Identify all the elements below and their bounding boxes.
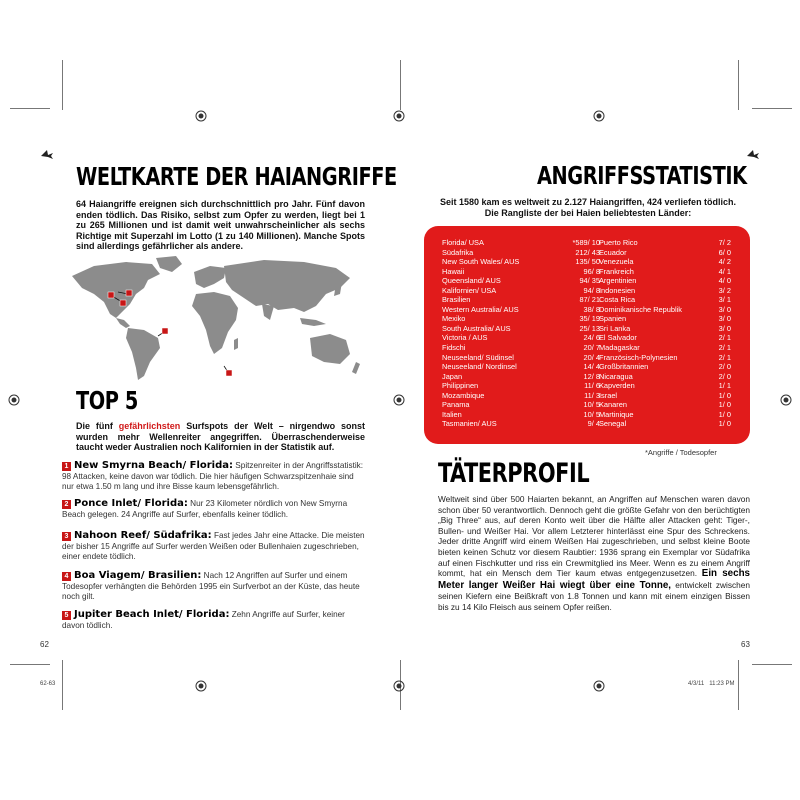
stats-column-right [599,238,731,429]
stats-value: 10/ 5 [583,409,600,419]
stats-value: 2/ 1 [718,343,731,353]
table-row [442,267,600,277]
registration-mark-icon [195,680,207,692]
stats-country: Sri Lanka [599,323,631,333]
stats-country: Italien [442,409,462,419]
table-row [599,257,731,267]
stats-value: 4/ 1 [718,266,731,276]
stats-country: Mozambique [442,390,485,400]
stats-value: 14/ 4 [583,362,600,372]
table-row [599,295,731,305]
stats-country: Argentinien [599,276,637,286]
list-item [62,610,365,631]
stats-country: Französisch-Polynesien [599,352,678,362]
stats-value: 11/ 6 [584,381,600,391]
taeter-text-part: entwickelt zwischen seinen Kiefern eine Beißkraft von 1.8 Tonnen und kann mit einem einzigen Bissen bis zu 14 Kilo Fleisch aus seinem Opfer reißen. [438,579,750,612]
table-row [599,267,731,277]
stats-value: 38/ 8 [583,304,600,314]
registration-mark-icon [393,110,405,122]
table-row [599,343,731,353]
taeter-text [438,494,750,613]
crop-mark [738,60,739,110]
table-row [442,362,600,372]
list-item [62,499,365,520]
table-row [442,333,600,343]
registration-mark-icon [780,394,792,406]
stats-country: Fidschi [442,343,466,353]
crop-mark [738,660,739,710]
stats-country: Costa Rica [599,295,636,305]
stats-country: Spanien [599,314,627,324]
stats-country: El Salvador [599,333,637,343]
list-item [62,461,365,493]
table-row [599,276,731,286]
stats-country: Neuseeland/ Nordinsel [442,362,517,372]
stats-country: New South Wales/ AUS [442,257,520,267]
table-row [599,333,731,343]
table-row [442,353,600,363]
stats-country: Kalifornien/ USA [442,285,497,295]
page-number: 62 [40,640,49,649]
table-row [442,276,600,286]
crop-mark [62,60,63,110]
stats-country: Western Australia/ AUS [442,304,519,314]
stats-value: 94/ 35 [579,276,600,286]
table-row [442,400,600,410]
stats-value: 25/ 13 [579,323,600,333]
table-row [442,305,600,315]
stats-value: 87/ 21 [579,295,600,305]
table-row [599,238,731,248]
crop-mark [752,108,792,109]
spot-text: Fast jedes Jahr eine Attacke. Die meisten der bisher 15 Angriffe auf Surfer werden Weißen oder Bullenhaien zugeschrieben, einer endete tödlich. [62,531,365,562]
stats-country: Großbritannien [599,362,649,372]
stats-country: Queensland/ AUS [442,276,501,286]
spot-text: Spitzenreiter in der Angriffsstatistik: 98 Attacken, keine davon war tödlich. Die hier häufigen Schwarzspitzenhaie sind nur etwa 1.50 m lang und ihre Bisse kaum lebensgefährlich. [62,461,364,492]
registration-mark-icon [593,110,605,122]
stats-value: 212/ 43 [575,247,600,257]
stats-country: Mexiko [442,314,466,324]
stats-value: 7/ 2 [718,238,731,247]
spot-number: 1 [62,462,71,471]
stats-value: 2/ 0 [718,362,731,372]
stats-country: Tasmanien/ AUS [442,419,497,429]
table-row [599,381,731,391]
stats-country: Südafrika [442,247,474,257]
stats-country: Venezuela [599,257,634,267]
stats-value: 10/ 5 [583,400,600,410]
stats-value: 20/ 4 [583,352,600,362]
world-map [64,254,364,384]
table-row [599,248,731,258]
spot-text: Nach 12 Angriffen auf Surfer und einem Todesopfer verhängten die Behörden 1995 ein Surfverbot an der Küste, das heute noch gilt. [62,571,360,602]
top5-intro-text: Die fünf [76,421,119,431]
stats-country: Panama [442,400,470,410]
stats-value: 2/ 0 [718,371,731,381]
crop-mark [10,664,50,665]
stats-value: 20/ 7 [583,343,600,353]
stats-value: 3/ 2 [718,285,731,295]
left-page-title: WELTKARTE DER HAIANGRIFFE [76,162,397,191]
spot-location: Boa Viagem/ Brasilien: [74,570,202,581]
table-row [442,248,600,258]
stats-value: 4/ 0 [718,276,731,286]
stats-country: Senegal [599,419,627,429]
table-row [442,419,600,429]
stats-country: Nicaragua [599,371,633,381]
stats-value: 35/ 19 [579,314,600,324]
spot-text: Zehn Angriffe auf Surfer, keiner davon tödlich. [62,610,345,630]
table-row [442,238,600,248]
stats-value: 2/ 1 [718,333,731,343]
stats-country: Japan [442,371,463,381]
spot-location: Jupiter Beach Inlet/ Florida: [74,609,230,620]
page-number: 63 [741,640,750,649]
stats-value: 1/ 0 [718,409,731,419]
crop-mark [62,660,63,710]
table-row [599,362,731,372]
top5-intro [76,421,365,453]
stats-value: 3/ 0 [718,323,731,333]
table-row [442,372,600,382]
table-row [599,286,731,296]
stats-country: Dominikanische Republik [599,304,682,314]
print-slug-date: 4/3/11 11:23 PM [688,681,735,687]
stats-value: 3/ 0 [718,304,731,314]
stats-country: Madagaskar [599,343,640,353]
spot-number: 3 [62,532,71,541]
right-page-title: ANGRIFFSSTATISTIK [537,161,747,190]
stats-country: South Australia/ AUS [442,323,511,333]
table-row [599,419,731,429]
left-page-intro: 64 Haiangriffe ereignen sich durchschnittlich pro Jahr. Fünf davon enden tödlich. Das Risiko, selbst zum Opfer zu werden, liegt bei 1 zu 265 Millionen und ist damit weit unwahrscheinlicher als sechs Richtige mit Superzahl im Lotto (1 zu 140 Millionen). Manche Spots sind allerdings gefährlicher als andere. [76,199,365,252]
stats-country: Martinique [599,409,634,419]
registration-mark-icon [195,110,207,122]
top5-title: TOP 5 [76,386,138,415]
table-row [599,400,731,410]
stats-value: 24/ 6 [583,333,600,343]
stats-country: Frankreich [599,266,634,276]
crop-mark [10,108,50,109]
crop-mark [752,664,792,665]
taeter-text-bold: Ein sechs Meter langer Weißer Hai wiegt über eine Tonne, [438,568,750,591]
stats-value: 3/ 1 [718,295,731,305]
stats-country: Israel [599,390,618,400]
list-item [62,531,365,563]
table-row [599,324,731,334]
table-row [442,324,600,334]
table-row [599,391,731,401]
stats-value: 9/ 4 [587,419,600,429]
table-row [442,343,600,353]
stats-value: 1/ 0 [718,419,731,429]
table-row [442,295,600,305]
stats-country: Neuseeland/ Südinsel [442,352,514,362]
table-row [599,305,731,315]
stats-value: 1/ 0 [718,400,731,410]
spot-number: 2 [62,500,71,509]
stats-value: 1/ 0 [718,390,731,400]
spot-text: Nur 23 Kilometer nördlich von New Smyrna Beach gelegen. 24 Angriffe auf Surfer, ebenfalls keiner tödlich. [62,499,348,519]
table-row [442,381,600,391]
registration-mark-icon [8,394,20,406]
table-row [599,353,731,363]
stats-country: Kanaren [599,400,627,410]
spot-location: New Smyrna Beach/ Florida: [74,460,234,471]
table-row [599,410,731,420]
stats-value: 6/ 0 [718,247,731,257]
table-row [442,391,600,401]
right-page-intro: Seit 1580 kam es weltweit zu 2.127 Haiangriffen, 424 verliefen tödlich. Die Rangliste der bei Haien beliebtesten Länder: [439,197,737,218]
stats-value: 96/ 8 [583,266,600,276]
table-row [599,314,731,324]
stats-value: 135/ 50 [575,257,600,267]
stats-caption: *Angriffe / Todesopfer [645,448,717,457]
taeter-title: TÄTERPROFIL [438,458,590,489]
stats-value: 2/ 1 [718,352,731,362]
table-row [442,314,600,324]
stats-value: 4/ 2 [718,257,731,267]
stats-country: Florida/ USA [442,238,484,247]
stats-table [424,226,750,444]
stats-country: Philippinen [442,381,479,391]
stats-country: Hawaii [442,266,465,276]
registration-mark-icon [393,680,405,692]
stats-country: Ecuador [599,247,627,257]
spot-number: 5 [62,611,71,620]
stats-value: *589/ 10 [572,238,600,247]
spot-number: 4 [62,572,71,581]
spot-location: Nahoon Reef/ Südafrika: [74,530,212,541]
registration-mark-icon [393,394,405,406]
stats-country: Victoria / AUS [442,333,488,343]
top5-intro-text: Surfspots der Welt – nirgendwo sonst wurden mehr Wellenreiter angegriffen. Überraschenderweise taucht weder Australien noch Kalifornien in der Statistik auf. [76,421,365,453]
table-row [599,372,731,382]
list-item [62,571,365,603]
stats-value: 94/ 8 [583,285,600,295]
stats-country: Kapverden [599,381,635,391]
stats-value: 3/ 0 [718,314,731,324]
spot-location: Ponce Inlet/ Florida: [74,498,188,509]
stats-value: 12/ 8 [583,371,600,381]
stats-country: Indonesien [599,285,636,295]
table-row [442,410,600,420]
stats-value: 11/ 3 [584,390,600,400]
table-row [442,257,600,267]
registration-mark-icon [593,680,605,692]
stats-country: Brasilien [442,295,471,305]
crop-mark [400,60,401,110]
stats-country: Puerto Rico [599,238,638,247]
table-row [442,286,600,296]
stats-column-left [442,238,600,429]
stats-value: 1/ 1 [718,381,731,391]
print-slug: 62-63 [40,681,56,687]
taeter-text-part: Weltweit sind über 500 Haiarten bekannt, an Angriffen auf Menschen waren davon schon über 50 verantwortlich. Dennoch geht die größte Gefahr von den berüchtigten „Big Three“ aus, auf deren Konto weit über die Hälfte aller Attacken geht: Tiger-, Bullen- und Weißer Hai. Vor allem Letzterer hinterlässt eine Spur des Schreckens. Jeder dritte Angriff wird einem Weißen Hai zugeschrieben, und selbst kleine Boote bieten keinen Schutz vor diesem Raubtier: 1936 sprang ein Exemplar vor Südafrika auf einen Fischkutter und riss ein Crewmitglied ins Meer. Wenn es zu einem Angriff kommt, hat ein Mensch dem Tier kaum etwas entgegenzusetzen. [438,494,750,579]
top5-intro-highlight: gefährlichsten [118,421,181,431]
shark-icon [40,148,54,160]
shark-icon [746,148,760,160]
